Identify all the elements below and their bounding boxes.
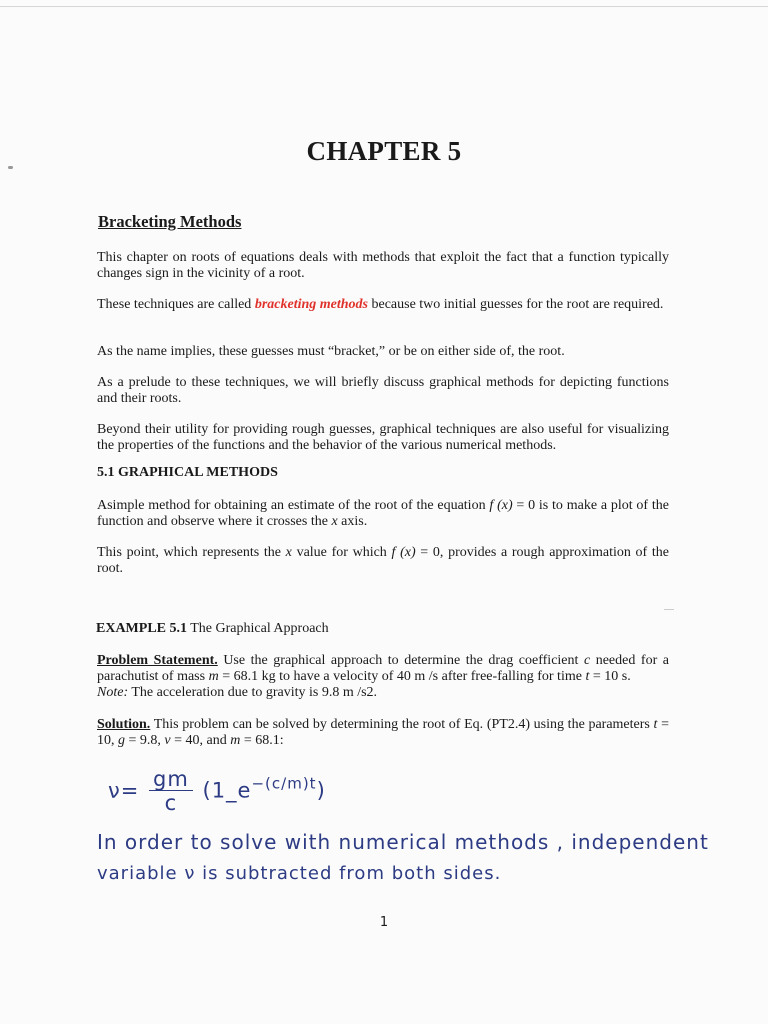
example-heading [96, 621, 329, 637]
math-m: m [230, 733, 241, 748]
formula-v: ν= [108, 778, 140, 803]
math-fx: f (x) [489, 498, 513, 513]
graphical-paragraph-1 [97, 498, 669, 530]
chapter-title: CHAPTER 5 [306, 136, 462, 166]
math-m: m [208, 669, 219, 684]
math-v: v [164, 733, 171, 748]
body-text: = 0, provides a rough approximation of the root. [97, 545, 670, 576]
math-t: t [585, 669, 590, 684]
intro-text: because two initial guesses for the root are required. [367, 297, 664, 312]
intro-paragraph-5: Beyond their utility for providing rough guesses, graphical techniques are also useful for visualizing the properties of the functions and the behavior of the various numerical methods. [97, 422, 669, 453]
example-label: EXAMPLE 5.1 [96, 621, 187, 636]
formula-paren: (1_e [202, 778, 252, 803]
example-title: The Graphical Approach [187, 621, 329, 636]
intro-paragraph-2 [97, 297, 669, 313]
body-text: Asimple method for obtaining an estimate of the root of the equation [97, 498, 490, 513]
math-t: t [653, 717, 658, 732]
graphical-methods-heading: 5.1 GRAPHICAL METHODS [97, 465, 278, 480]
body-text: = 68.1 kg to have a velocity of 40 m /s after free-falling for time [218, 669, 586, 684]
math-fx: f (x) [391, 545, 416, 560]
solution-label: Solution. [97, 717, 151, 732]
handwritten-note-line-2: variable ν is subtracted from both sides. [97, 863, 502, 884]
math-x: x [331, 514, 338, 529]
solution-paragraph [97, 717, 669, 749]
handwritten-note-line-1: In order to solve with numerical methods , independent [97, 830, 709, 854]
note-text: The acceleration due to gravity is 9.8 m /s2. [128, 685, 378, 700]
bracketing-methods-emphasis: bracketing methods [254, 297, 368, 312]
formula-paren-close: ) [316, 778, 326, 803]
scan-top-edge [0, 6, 768, 7]
body-text: = 10, [97, 717, 670, 748]
graphical-paragraph-2 [97, 545, 669, 577]
intro-text: These techniques are called [97, 297, 255, 312]
page-number: 1 [379, 915, 389, 930]
problem-statement-label: Problem Statement. [97, 653, 218, 668]
formula-denominator: c [164, 791, 178, 815]
scan-mark [664, 609, 674, 610]
handwritten-formula [108, 768, 326, 815]
problem-statement [97, 653, 669, 701]
intro-paragraph-1: This chapter on roots of equations deals with methods that exploit the fact that a function typically changes sign in the vicinity of a root. [97, 250, 669, 281]
formula-numerator: gm [149, 768, 193, 791]
body-text: = 40, and [170, 733, 231, 748]
intro-paragraph-3: As the name implies, these guesses must “bracket,” or be on either side of, the root. [97, 344, 565, 359]
body-text: value for which [291, 545, 392, 560]
body-text: = 0 is to make a plot of the function and observe where it crosses the [97, 498, 669, 529]
math-c: c [583, 653, 591, 668]
body-text: = 9.8, [125, 733, 165, 748]
body-text: = 68.1: [240, 733, 284, 748]
body-text: axis. [337, 514, 368, 529]
body-text: This point, which represents the [97, 545, 286, 560]
math-g: g [118, 733, 125, 748]
formula-exponent: −(c/m)t [251, 774, 317, 793]
math-x: x [285, 545, 292, 560]
body-text: needed for a parachutist of mass [97, 653, 669, 684]
intro-paragraph-4: As a prelude to these techniques, we will briefly discuss graphical methods for depicting functions and their roots. [97, 375, 669, 406]
section-heading: Bracketing Methods [98, 212, 242, 231]
body-text: Use the graphical approach to determine the drag coefficient [217, 653, 584, 668]
note-label: Note: [97, 685, 129, 700]
body-text: = 10 s. [589, 669, 631, 684]
formula-fraction [149, 768, 193, 815]
body-text: This problem can be solved by determining the root of Eq. (PT2.4) using the parameters [150, 717, 654, 732]
